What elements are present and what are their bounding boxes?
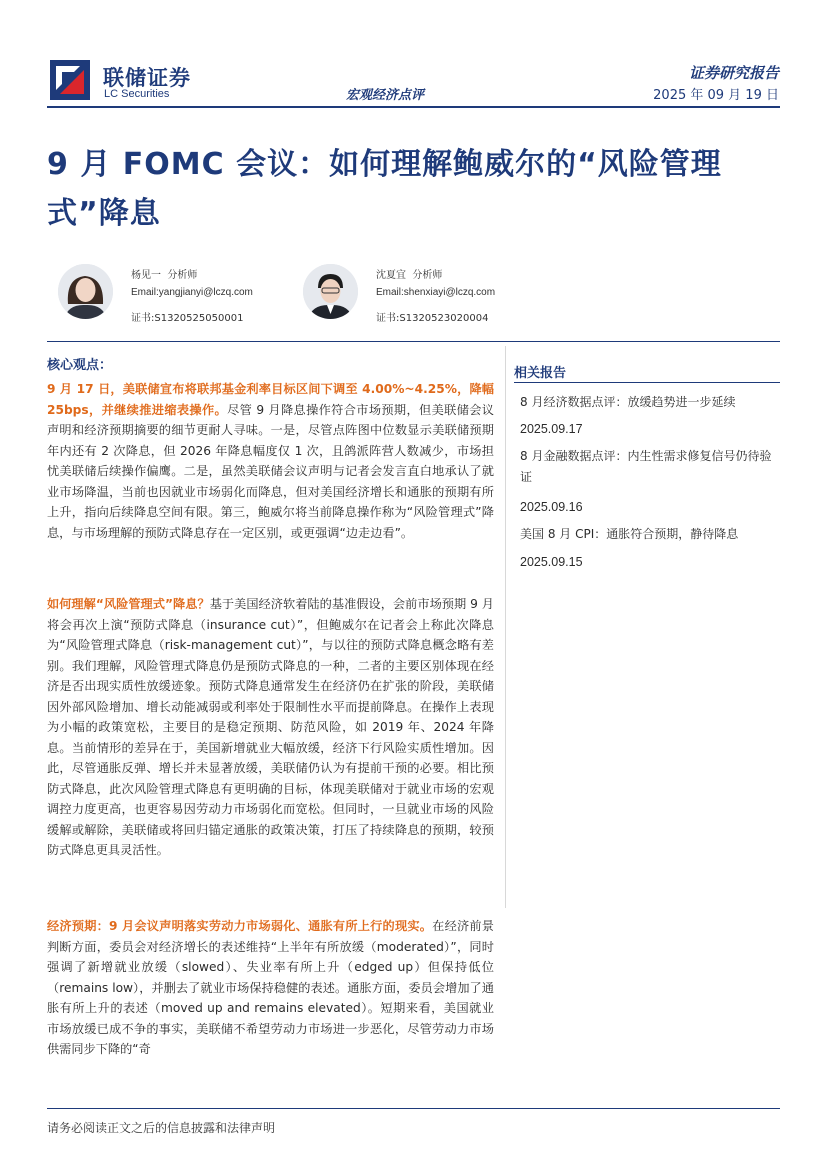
paragraph-1-lead: 9 月 17 日，美联储宣布将联邦基金利率目标区间下调至 4.00%~4.25%，降幅 25bps，并继续推进缩表操作。 <box>47 382 494 417</box>
analyst-2-email[interactable]: Email:shenxiayi@lczq.com <box>376 287 496 298</box>
related-report-date-3: 2025.09.15 <box>520 555 583 569</box>
related-report-date-1: 2025.09.17 <box>520 422 583 436</box>
related-report-title-1[interactable]: 8 月经济数据点评：放缓趋势进一步延续 <box>520 395 736 409</box>
body-top-divider <box>47 341 780 342</box>
related-report-date-2: 2025.09.16 <box>520 500 583 514</box>
paragraph-3-lead: 经济预期：9 月会议声明落实劳动力市场弱化、通胀有所上行的现实。 <box>47 919 433 933</box>
paragraph-1-text: 尽管 9 月降息操作符合市场预期，但美联储会议声明和经济预期摘要的细节更耐人寻味。一是，尽管点阵图中位数显示美联储预期年内还有 2 次降息，但 2026 年降息幅度仅 1 次，且鸽派阵营人数减少，市场担忧美联储后续操作偏鹰。二是，虽然美联储会议声明与记者会发言直白地承认了就业市场降温，当前也因就业市场弱化而降息，但对美国经济增长和通胀的预期有所上升，指向后续降息空间有限。第三，鲍威尔将当前降息操作称为“风险管理式”降息，与市场理解的预防式降息存在一定区别，或更强调“边走边看”。 <box>47 402 494 540</box>
analyst-2-cert: 证书:S1320523020004 <box>376 313 489 324</box>
analyst-1-cert: 证书:S1320525050001 <box>131 313 244 324</box>
paragraph-2 <box>47 594 494 861</box>
report-type: 证券研究报告 <box>688 64 779 82</box>
legal-disclaimer: 请务必阅读正文之后的信息披露和法律声明 <box>47 1121 276 1135</box>
analyst-1-name-role <box>131 266 197 281</box>
brand-name-en: LC Securities <box>104 88 170 100</box>
analyst-1-name: 杨见一 <box>131 270 161 281</box>
analyst-photo-2 <box>303 264 358 319</box>
report-date: 2025 年 09 月 19 日 <box>653 88 779 103</box>
analyst-2-name: 沈夏宜 <box>376 270 406 281</box>
core-views-title: 核心观点： <box>47 358 113 373</box>
report-title: 9 月 FOMC 会议：如何理解鲍威尔的“风险管理式”降息 <box>47 147 722 231</box>
related-report-title-2[interactable]: 8 月金融数据点评：内生性需求修复信号仍待验证 <box>520 449 772 484</box>
paragraph-2-text: 基于美国经济软着陆的基准假设，会前市场预期 9 月将会再次上演“预防式降息（insurance cut）”，但鲍威尔在记者会上称此次降息为“风险管理式降息（risk-management cut）”，与以往的预防式降息概念略有差别。我们理解，风险管理式降息仍是预防式降息的一种，二者的主要区别体现在经济是否出现实质性放缓迹象。预防式降息通常发生在经济仍在扩张的阶段，美联储因外部风险增加、增长动能减弱或利率处于限制性水平而提前降息。在操作上表现为小幅的政策宽松，主要目的是稳定预期、防范风险，如 2019 年、2024 年降息。当前情形的差异在于，美国新增就业大幅放缓，经济下行风险实质性增加。因此，尽管通胀反弹、增长并未显著放缓，美联储仍认为有提前干预的必要。相比预防式降息，此次风险管理式降息有更明确的目标，体现美联储对于就业市场的宏观调控力度更高，也更容易因劳动力市场弱化而宽松。但同时，一旦就业市场的风险缓解或解除，美联储或将回归锚定通胀的政策决策，打压了持续降息的预期，较预防式降息更具灵活性。 <box>47 597 494 857</box>
related-report-title-3[interactable]: 美国 8 月 CPI：通胀符合预期，静待降息 <box>520 527 739 541</box>
analyst-photo-1 <box>58 264 113 319</box>
header-divider <box>47 106 780 108</box>
related-reports-divider <box>514 382 780 383</box>
footer-divider <box>47 1108 780 1109</box>
analyst-2-role: 分析师 <box>412 270 443 281</box>
paragraph-3-text: 在经济前景判断方面，委员会对经济增长的表述维持“上半年有所放缓（moderated）”，同时强调了新增就业放缓（slowed）、失业率有所上升（edged up）但保持低位（remains low），并删去了就业市场保持稳健的表述。通胀方面，委员会增加了通胀有所上升的表述（moved up and remains elevated）。短期来看，美国就业市场放缓已成不争的事实，美联储不希望劳动力市场进一步恶化，尽管劳动力市场供需同步下降的“奇 <box>47 919 494 1056</box>
analyst-1-email[interactable]: Email:yangjianyi@lczq.com <box>131 287 253 298</box>
lc-securities-logo <box>50 60 90 100</box>
analyst-2-name-role <box>376 266 442 281</box>
column-divider <box>505 346 506 908</box>
paragraph-1 <box>47 379 494 543</box>
related-reports-title: 相关报告 <box>514 366 567 381</box>
brand-name-cn: 联储证券 <box>103 66 191 90</box>
paragraph-3 <box>47 916 494 1060</box>
paragraph-2-lead: 如何理解“风险管理式”降息？ <box>47 597 210 611</box>
analyst-1-role: 分析师 <box>167 270 198 281</box>
report-series: 宏观经济点评 <box>346 88 425 103</box>
